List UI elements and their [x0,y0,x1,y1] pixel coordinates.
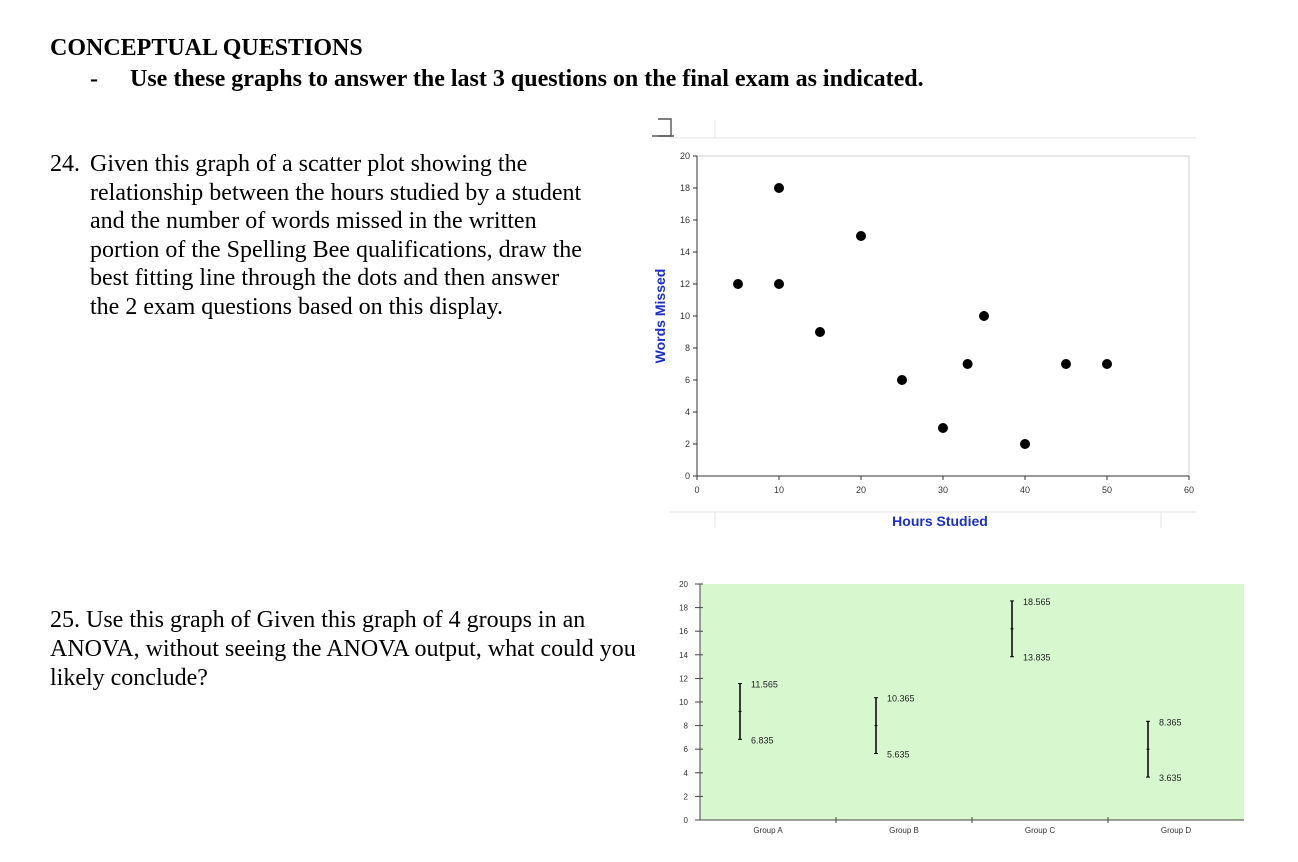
x-tick-label: 20 [855,485,867,495]
bullet-dash: - [90,66,98,92]
y-tick-label: 6 [684,375,690,385]
x-tick-label: 40 [1019,485,1031,495]
x-tick-label: Group D [1160,826,1192,835]
interval-high-label: 18.565 [1023,596,1051,607]
y-tick-label: 12 [679,279,690,289]
interval-low-label: 6.835 [751,735,774,746]
interval-low-label: 3.635 [1159,773,1182,784]
question-25-number: 25. [50,607,80,633]
y-tick-label: 2 [684,439,690,449]
instruction-text: Use these graphs to answer the last 3 questions on the final exam as indicated. [130,66,924,92]
x-axis-title: Hours Studied [892,513,988,529]
x-tick-label: Group A [753,826,783,835]
x-tick-label: Group B [889,826,919,835]
y-tick-label: 18 [679,603,688,613]
y-tick-label: 20 [679,580,688,589]
x-tick-label: 0 [694,485,700,495]
interval-high-label: 11.565 [751,679,778,690]
interval-low-label: 5.635 [887,749,910,760]
plot-background [700,584,1244,820]
scatter-point [963,359,973,369]
question-24 [50,150,590,321]
scatter-point [1020,439,1030,449]
y-tick-label: 0 [684,471,690,481]
scatter-point [897,375,907,385]
question-24-text: Given this graph of a scatter plot showing the relationship between the hours studied by a student and the number of words missed in the written portion of the Spelling Bee qualifications, draw the best fitting line through the dots and then answer the 2 exam questions based on this display. [90,151,582,320]
question-24-number: 24. [50,151,80,177]
x-tick-label: 60 [1183,485,1195,495]
interval-low-label: 13.835 [1023,652,1051,663]
resize-handle-icon [658,119,671,136]
y-tick-label: 10 [679,698,688,707]
y-tick-label: 18 [679,183,690,193]
scatter-point [815,327,825,337]
x-tick-label: 50 [1101,485,1113,495]
y-tick-label: 12 [679,674,688,684]
y-tick-label: 14 [679,650,688,660]
scatter-point [774,183,784,193]
y-tick-label: 4 [684,407,690,417]
interval-high-label: 10.365 [887,693,915,704]
scatter-point [733,279,743,289]
interval-high-label: 8.365 [1159,717,1182,728]
y-tick-label: 2 [683,792,688,802]
y-tick-label: 20 [679,151,690,161]
x-tick-label: 30 [937,485,949,495]
y-tick-label: 4 [683,768,688,778]
question-25 [50,606,650,693]
scatter-point [856,231,866,241]
y-axis-title: Words Missed [652,268,668,364]
anova-interval-chart [660,570,1260,840]
y-tick-label: 8 [684,343,690,353]
y-tick-label: 8 [683,721,688,731]
y-tick-label: 14 [679,247,690,257]
scatter-point [1061,359,1071,369]
scatter-point [1102,359,1112,369]
y-tick-label: 16 [679,215,690,225]
question-25-text: Use this graph of Given this graph of 4 groups in an ANOVA, without seeing the ANOVA output, what could you likely conclude? [50,607,636,691]
scatter-point [938,423,948,433]
scatter-plot [640,112,1210,542]
y-tick-label: 0 [683,816,688,825]
y-tick-label: 16 [679,627,688,637]
y-tick-label: 6 [683,745,688,755]
page-heading: CONCEPTUAL QUESTIONS [50,35,363,61]
instruction-line [90,64,924,94]
y-tick-label: 10 [679,311,690,321]
scatter-point [979,311,989,321]
scatter-point [774,279,784,289]
x-tick-label: Group C [1024,826,1056,835]
x-tick-label: 10 [773,485,785,495]
